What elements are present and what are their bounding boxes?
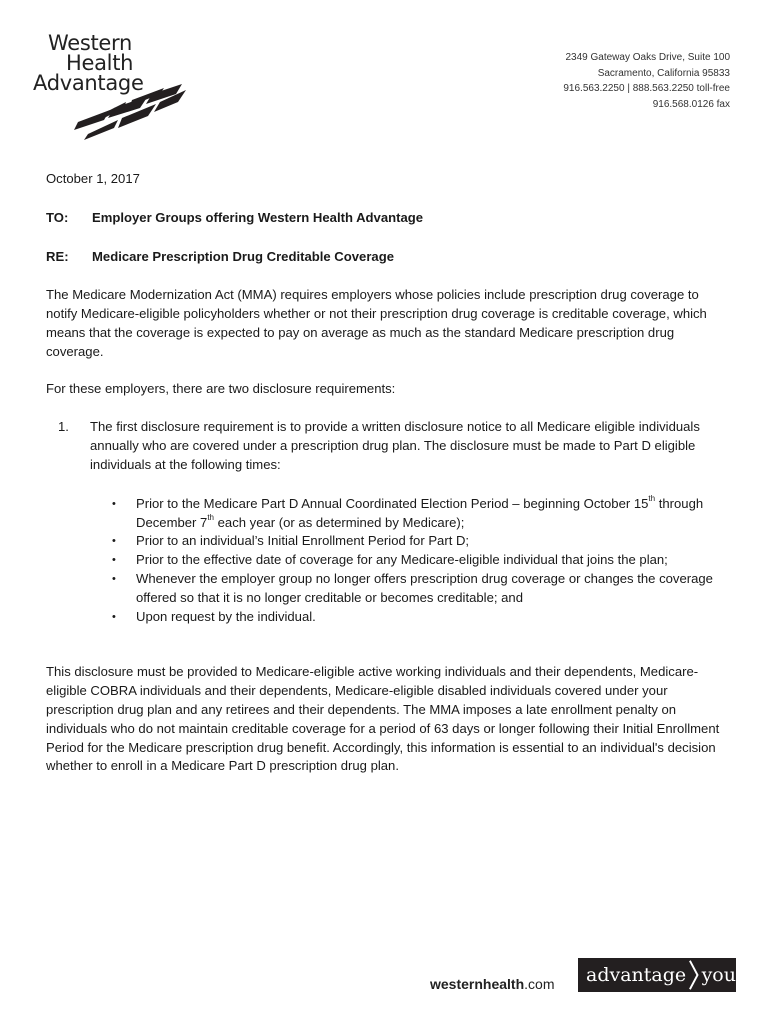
list-item-text-part: Prior to the Medicare Part D Annual Coordinated Election Period – beginning October 15 [136, 495, 649, 511]
advantage-you-badge [578, 958, 736, 992]
list-item [112, 495, 726, 533]
item-number: 1. [58, 419, 69, 435]
address-line: 2349 Gateway Oaks Drive, Suite 100 [565, 52, 730, 63]
fax-line: 916.568.0126 fax [652, 98, 730, 110]
requirements-paragraph: For these employers, there are two disclosure requirements: [46, 380, 396, 396]
chevron-right-icon [688, 958, 699, 992]
list-item-text: Prior to an individual’s Initial Enrollment Period for Part D; [136, 533, 470, 549]
item-text: The first disclosure requirement is to provide a written disclosure notice to all Medicare eligible individuals annually who are covered under a prescription drug plan. The disclosure must be made to Part D eligible individuals at the following times: [90, 419, 700, 472]
list-item-text: Upon request by the individual. [136, 608, 316, 624]
logo-text-western: Western [48, 31, 133, 55]
website-domain: westernhealth [430, 976, 525, 992]
logo-text-advantage: Advantage [33, 71, 144, 95]
logo-text-health: Health [66, 51, 134, 75]
superscript: th [648, 494, 656, 504]
address-line: Sacramento, California 95833 [597, 67, 730, 79]
list-item [112, 608, 726, 627]
badge-word-advantage: advantage [586, 964, 687, 986]
letter-date: October 1, 2017 [46, 171, 140, 186]
bullet-icon: • [112, 535, 116, 548]
website-tld: .com [524, 976, 555, 992]
list-item [112, 570, 726, 608]
closing-paragraph: This disclosure must be provided to Medicare-eligible active working individuals and their dependents, Medicare-eligible COBRA individuals and their dependents, Medicare-eligible disabled individuals covered under your prescription drug plan and any retirees and their dependents. The MMA imposes a late enrollment penalty on individuals who do not maintain creditable coverage for a period of 63 days or longer following their Initial Enrollment Period for the Medicare prescription drug benefit. Accordingly, this information is essential to an individual's decision whether to enroll in a Medicare Part D prescription drug plan. [46, 664, 720, 774]
website-link[interactable] [430, 976, 554, 992]
list-item-text: Prior to the effective date of coverage for any Medicare-eligible individual that joins the plan; [136, 552, 668, 568]
bullet-list [112, 495, 726, 627]
intro-paragraph: The Medicare Modernization Act (MMA) requires employers whose policies include prescription drug coverage to notify Medicare-eligible policyholders whether or not their prescription drug coverage is creditable coverage, which means that the coverage is expected to pay on average as much as the standard Medicare prescription drug coverage. [46, 287, 707, 359]
re-line [46, 248, 726, 267]
bullet-icon: • [112, 554, 116, 567]
superscript: th [207, 513, 214, 523]
page-footer [0, 954, 770, 994]
company-logo [30, 30, 190, 140]
phone-line: 916.563.2250 | 888.563.2250 toll-free [563, 83, 730, 94]
to-value: Employer Groups offering Western Health Advantage [92, 209, 424, 225]
bullet-icon: • [112, 497, 116, 510]
bullet-icon: • [112, 572, 116, 585]
letter-body [46, 170, 726, 794]
re-label: RE: [46, 248, 69, 264]
list-item-text-part: each year (or as determined by Medicare); [214, 514, 465, 530]
list-item-text-part: through December 7 [136, 495, 704, 530]
company-address [563, 50, 730, 112]
list-item [112, 551, 726, 570]
list-item-text [136, 495, 726, 533]
to-line [46, 209, 726, 228]
re-value: Medicare Prescription Drug Creditable Coverage [92, 248, 394, 264]
badge-word-you: you [701, 964, 736, 986]
logo-stripes-icon [74, 82, 186, 140]
list-item-text: Whenever the employer group no longer offers prescription drug coverage or changes the coverage offered so that it is no longer creditable or becomes creditable; and [136, 570, 713, 605]
to-label: TO: [46, 209, 69, 225]
numbered-item [58, 418, 726, 474]
bullet-icon: • [112, 610, 116, 623]
list-item [112, 532, 726, 551]
